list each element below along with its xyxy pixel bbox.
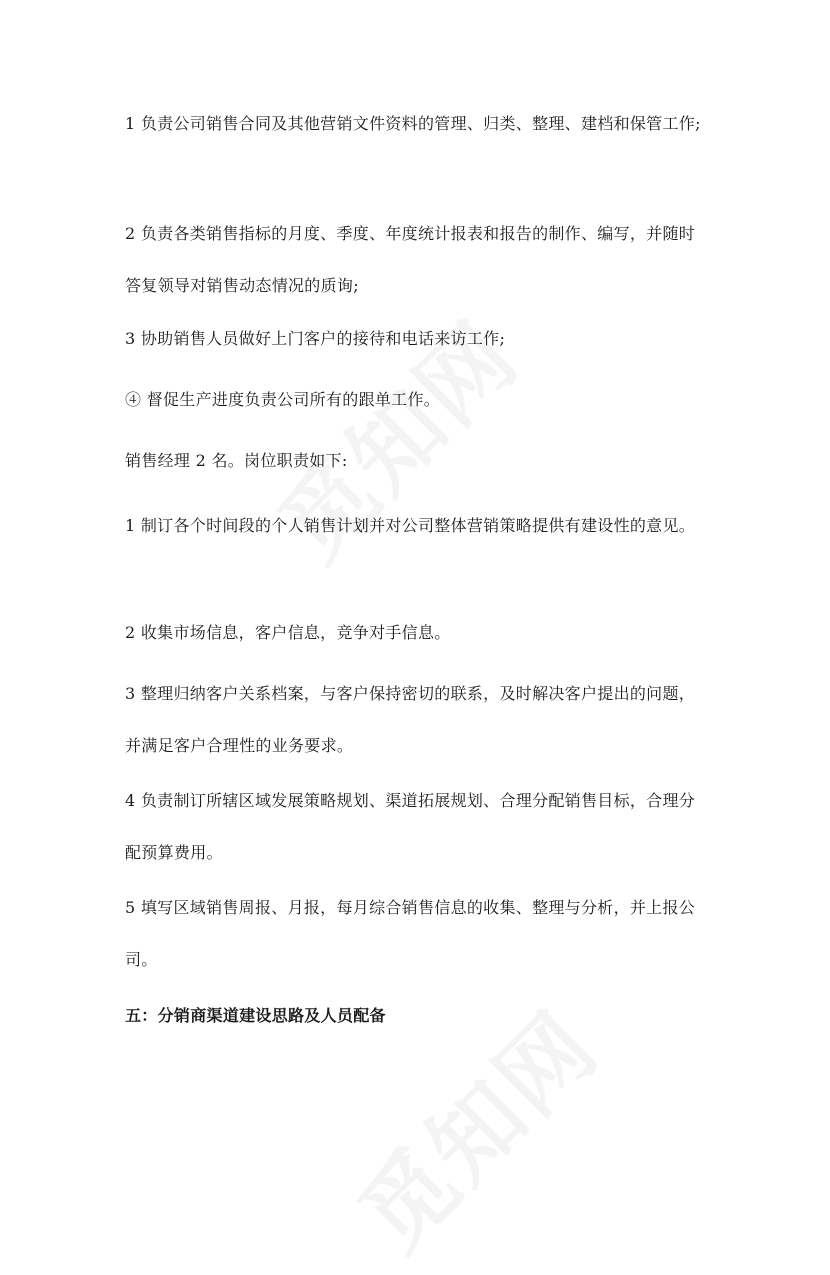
paragraph-duty-3: 3 协助销售人员做好上门客户的接待和电话来访工作; bbox=[125, 329, 506, 348]
paragraph-duty-1: 1 负责公司销售合同及其他营销文件资料的管理、归类、整理、建档和保管工作; bbox=[125, 114, 701, 133]
paragraph-manager-duty-5: 5 填写区域销售周报、月报，每月综合销售信息的收集、整理与分析，并上报公司。 bbox=[125, 898, 696, 969]
paragraph-manager-duty-4: 4 负责制订所辖区域发展策略规划、渠道拓展规划、合理分配销售目标，合理分配预算费用。 bbox=[125, 791, 696, 862]
paragraph-manager-duty-2: 2 收集市场信息，客户信息，竞争对手信息。 bbox=[125, 623, 451, 642]
paragraph-manager-duty-3: 3 整理归纳客户关系档案，与客户保持密切的联系，及时解决客户提出的问题，并满足客户合理性的业务要求。 bbox=[125, 684, 696, 755]
paragraph-duty-2: 2 负责各类销售指标的月度、季度、年度统计报表和报告的制作、编写，并随时答复领导对销售动态情况的质询; bbox=[125, 224, 696, 295]
section-heading: 五：分销商渠道建设思路及人员配备 bbox=[125, 1006, 386, 1025]
paragraph-sales-manager: 销售经理 2 名。岗位职责如下: bbox=[125, 451, 348, 470]
paragraph-manager-duty-1: 1 制订各个时间段的个人销售计划并对公司整体营销策略提供有建设性的意见。 bbox=[125, 516, 696, 535]
paragraph-duty-4: ④ 督促生产进度负责公司所有的跟单工作。 bbox=[125, 390, 441, 409]
